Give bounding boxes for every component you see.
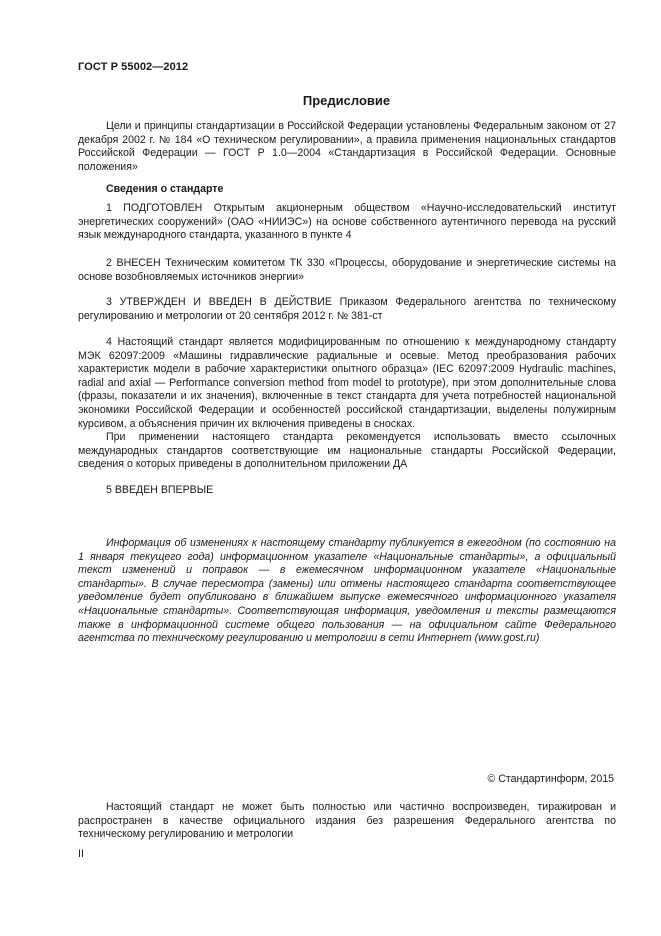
notice-paragraph [78,537,616,646]
item-3-paragraph [78,296,616,323]
item-2-paragraph [78,257,616,284]
item-1-paragraph [78,202,616,243]
document-code: ГОСТ Р 55002—2012 [78,61,189,73]
copyright: © Стандартинформ, 2015 [487,773,614,785]
item-5-text: 5 ВВЕДЕН ВПЕРВЫЕ [106,484,214,496]
reproduction-notice-paragraph [78,801,616,842]
intro-paragraph [78,120,616,174]
item-4-text: 4 Настоящий стандарт является модифицированным по отношению к международному стандарту МЭК 62097:2009 «Машины гидравлические радиальные и осевые. Метод преобразования рабочих характеристик модели в рабочие характеристики опытного образца» (IEC 62097:2009 Hydraulic machines, radial and axial — Performance conversion method from model to prototype), при этом дополнительные слова (фразы, показатели и их значения), включенные в текст стандарта для учета потребностей национальной экономики Российской Федерации и особенностей российской стандартизации, выделены полужирным курсивом, а объяснения причин их включения приведены в сносках. [78,336,616,430]
item-4-continuation: При применении настоящего стандарта рекомендуется использовать вместо ссылочных международных стандартов соответствующие им национальные стандарты Российской Федерации, сведения о которых приведены в дополнительном приложении ДА [78,431,616,471]
page-number: II [78,848,84,860]
item-3-text: 3 УТВЕРЖДЕН И ВВЕДЕН В ДЕЙСТВИЕ Приказом Федерального агентства по техническому регулированию и метрологии от 20 сентября 2012 г. № 381-ст [78,296,616,322]
item-4-paragraph [78,336,616,472]
item-5-paragraph [78,484,616,498]
intro-text: Цели и принципы стандартизации в Российской Федерации установлены Федеральным законом от 27 декабря 2002 г. № 184 «О техническом регулировании», а правила применения национальных стандартов Российской Федерации — ГОСТ Р 1.0—2004 «Стандартизация в Российской Федерации. Основные положения» [78,120,616,173]
reproduction-notice-text: Настоящий стандарт не может быть полностью или частично воспроизведен, тиражирован и распространен в качестве официального издания без разрешения Федерального агентства по техническому регулированию и метрологии [78,801,616,841]
page-title: Предисловие [302,93,391,108]
section-heading-standard-info: Сведения о стандарте [106,183,224,195]
notice-text: Информация об изменениях к настоящему стандарту публикуется в ежегодном (по состоянию на 1 января текущего года) информационном указателе «Национальные стандарты», а официальный текст изменений и поправок — в ежемесячном информационном указателе «Национальные стандарты». В случае пересмотра (замены) или отмены настоящего стандарта соответствующее уведомление будет опубликовано в ближайшем выпуске ежемесячного информационного указателя «Национальные стандарты». Соответствующая информация, уведомления и тексты размещаются также в информационной системе общего пользования — на официальном сайте Федерального агентства по техническому регулированию и метрологии в сети Интернет (www.gost.ru) [78,537,616,645]
item-1-text: 1 ПОДГОТОВЛЕН Открытым акционерным обществом «Научно-исследовательский институт энергетических сооружений» (ОАО «НИИЭС») на основе собственного аутентичного перевода на русский язык международного стандарта, указанного в пункте 4 [78,202,616,242]
item-2-text: 2 ВНЕСЕН Техническим комитетом ТК 330 «Процессы, оборудование и энергетические системы на основе возобновляемых источников энергии» [78,257,616,283]
